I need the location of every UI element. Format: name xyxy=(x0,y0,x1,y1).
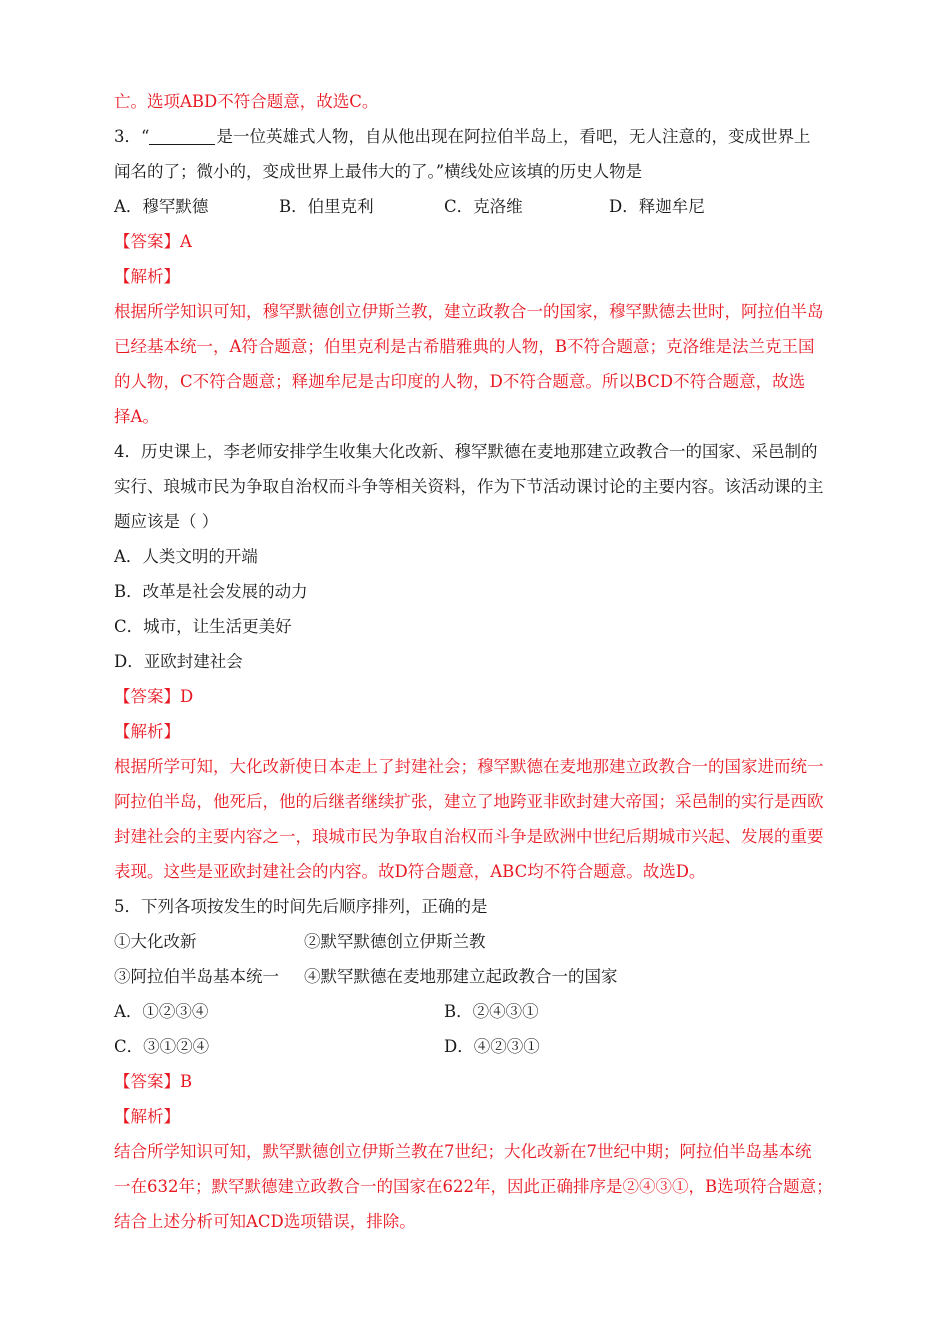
previous-explanation-end: 亡。选项ABD不符合题意，故选C。 xyxy=(114,92,379,111)
q5-option-d: D．④②③① xyxy=(444,1037,540,1056)
q3-stem-rest: 是一位英雄式人物，自从他出现在阿拉伯半岛上，看吧，无人注意的，变成世界上 xyxy=(216,127,811,146)
q5-answer: 【答案】B xyxy=(114,1072,193,1091)
q4-analysis-line: 阿拉伯半岛，他死后，他的后继者继续扩张，建立了地跨亚非欧封建大帝国；采邑制的实行是西欧 xyxy=(114,792,824,811)
q3-number: 3．“ xyxy=(114,127,150,146)
q3-analysis-line: 已经基本统一，A符合题意；伯里克利是古希腊雅典的人物，B不符合题意；克洛维是法兰克王国 xyxy=(114,337,815,356)
q5-item-3: ③阿拉伯半岛基本统一 xyxy=(114,967,279,986)
q5-analysis-line: 结合上述分析可知ACD选项错误，排除。 xyxy=(114,1212,416,1231)
q3-stem-line-1 xyxy=(114,119,844,154)
q4-stem-line: 实行、琅城市民为争取自治权而斗争等相关资料，作为下节活动课讨论的主要内容。该活动课的主 xyxy=(114,477,824,496)
q3-analysis-label: 【解析】 xyxy=(114,267,180,286)
document-page xyxy=(114,84,844,1239)
q5-analysis-line: 结合所学知识可知，默罕默德创立伊斯兰教在7世纪；大化改新在7世纪中期；阿拉伯半岛基本统 xyxy=(114,1142,812,1161)
q3-options xyxy=(114,189,844,224)
q3-analysis-line: 择A。 xyxy=(114,407,159,426)
q5-items-row-2 xyxy=(114,959,844,994)
q3-option-b: B．伯里克利 xyxy=(279,197,374,216)
q5-analysis-line: 一在632年；默罕默德建立政教合一的国家在622年，因此正确排序是②④③①，B选项符合题意； xyxy=(114,1177,833,1196)
q4-stem-line: 4．历史课上，李老师安排学生收集大化改新、穆罕默德在麦地那建立政教合一的国家、采邑制的 xyxy=(114,442,818,461)
q3-analysis-line: 根据所学知识可知，穆罕默德创立伊斯兰教，建立政教合一的国家，穆罕默德去世时，阿拉伯半岛 xyxy=(114,302,824,321)
q5-item-1: ①大化改新 xyxy=(114,932,197,951)
q5-stem: 5．下列各项按发生的时间先后顺序排列，正确的是 xyxy=(114,897,488,916)
q5-item-4: ④默罕默德在麦地那建立起政教合一的国家 xyxy=(304,967,618,986)
q5-options-row-1 xyxy=(114,994,844,1029)
q5-option-a: A．①②③④ xyxy=(114,1002,209,1021)
q5-option-c: C．③①②④ xyxy=(114,1037,210,1056)
q4-stem-line: 题应该是（ ） xyxy=(114,512,219,531)
q4-option-d: D．亚欧封建社会 xyxy=(114,652,243,671)
q4-answer: 【答案】D xyxy=(114,687,194,706)
q4-option-a: A．人类文明的开端 xyxy=(114,547,258,566)
q4-analysis-line: 封建社会的主要内容之一，琅城市民为争取自治权而斗争是欧洲中世纪后期城市兴起、发展的重要 xyxy=(114,827,824,846)
q3-blank xyxy=(149,126,215,145)
q4-analysis-label: 【解析】 xyxy=(114,722,180,741)
q3-option-a: A．穆罕默德 xyxy=(114,197,209,216)
q4-option-c: C．城市，让生活更美好 xyxy=(114,617,292,636)
q3-analysis-line: 的人物，C不符合题意；释迦牟尼是古印度的人物，D不符合题意。所以BCD不符合题意，故选 xyxy=(114,372,806,391)
q5-items-row-1 xyxy=(114,924,844,959)
q4-analysis-line: 表现。这些是亚欧封建社会的内容。故D符合题意，ABC均不符合题意。故选D。 xyxy=(114,862,706,881)
q3-option-c: C．克洛维 xyxy=(444,197,523,216)
q4-option-b: B．改革是社会发展的动力 xyxy=(114,582,308,601)
q3-stem-line-2: 闻名的了；微小的，变成世界上最伟大的了。”横线处应该填的历史人物是 xyxy=(114,162,643,181)
q5-options-row-2 xyxy=(114,1029,844,1064)
q5-option-b: B．②④③① xyxy=(444,1002,539,1021)
q4-analysis-line: 根据所学可知，大化改新使日本走上了封建社会；穆罕默德在麦地那建立政教合一的国家进而统一 xyxy=(114,757,824,776)
q5-analysis-label: 【解析】 xyxy=(114,1107,180,1126)
q5-item-2: ②默罕默德创立伊斯兰教 xyxy=(304,932,486,951)
q3-option-d: D．释迦牟尼 xyxy=(609,197,705,216)
q3-answer: 【答案】A xyxy=(114,232,192,251)
